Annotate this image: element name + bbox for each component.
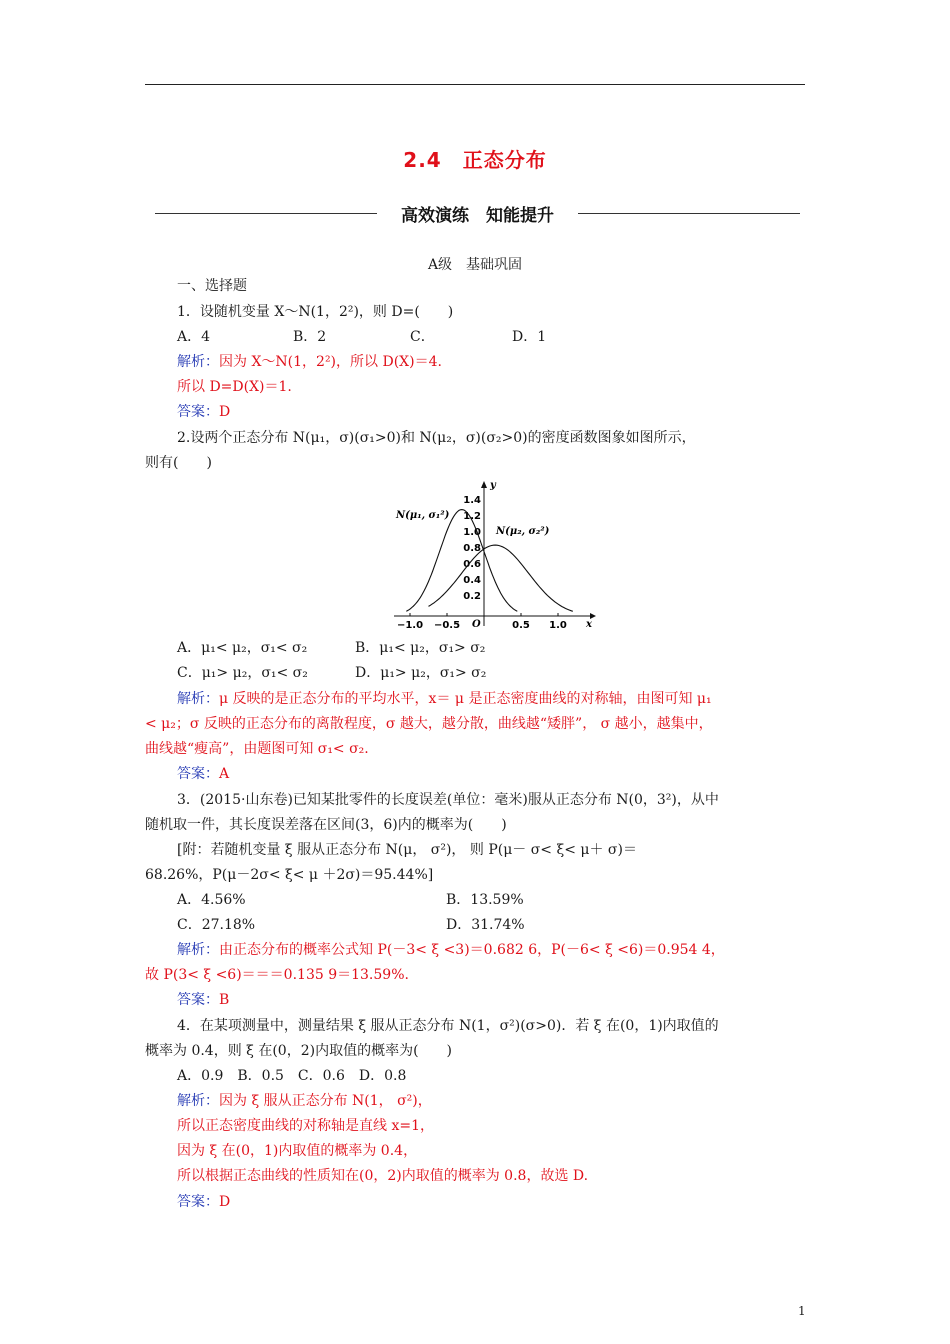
q3-option-a: A．4.56% [177, 892, 246, 908]
q2-solution-line-2: < μ₂；σ 反映的正态分布的离散程度，σ 越大，越分散，曲线越“矮胖”， σ 越小，越集中， [145, 716, 713, 732]
q2-option-c: C．μ₁> μ₂，σ₁< σ₂ [177, 665, 308, 681]
origin-label: O [472, 619, 481, 630]
q2-answer: 答案：A [177, 766, 230, 782]
q2-stem-line-1: 2.设两个正态分布 N(μ₁，σ)(σ₁>0)和 N(μ₂，σ)(σ₂>0)的密度函数图象如图所示， [177, 430, 696, 446]
curve-2 [429, 545, 573, 611]
curve-1 [406, 510, 517, 612]
page-title: 2.4 正态分布 [403, 148, 547, 172]
q4-solution-line-3: 因为 ξ 在(0，1)内取值的概率为 0.4， [177, 1143, 418, 1159]
x-tick-label: −1.0 [396, 620, 424, 630]
section-rule-right [578, 213, 800, 214]
y-tick-label: 0.6 [463, 559, 481, 570]
q1-solution-line-1: 解析：因为 X～N(1，2²)，所以 D(X)＝4. [177, 354, 442, 370]
x-tick-label: 1.0 [549, 620, 567, 630]
q2-stem-line-2: 则有( ) [145, 455, 212, 471]
section-title: 高效演练 知能提升 [401, 206, 554, 226]
q1-option-c: C． [410, 329, 435, 345]
x-tick-label: 0.5 [512, 620, 530, 630]
q3-stem-line-2: 随机取一件，其长度误差落在区间(3，6)内的概率为( ) [145, 817, 507, 833]
section-heading [155, 201, 800, 227]
q2-solution-line-1: 解析：μ 反映的是正态分布的平均水平，x＝ μ 是正态密度曲线的对称轴，由图可知 μ₁ [177, 691, 712, 707]
q3-option-d: D．31.74% [446, 917, 525, 933]
y-axis-arrow [481, 481, 487, 488]
page-number: 1 [798, 1304, 806, 1318]
q4-stem-line-1: 4．在某项测量中，测量结果 ξ 服从正态分布 N(1，σ²)(σ>0)．若 ξ 在(0，1)内取值的 [177, 1018, 719, 1034]
q4-solution-line-2: 所以正态密度曲线的对称轴是直线 x=1， [177, 1118, 434, 1134]
q2-option-b: B．μ₁< μ₂，σ₁> σ₂ [355, 640, 486, 656]
q3-stem-line-3: [附：若随机变量 ξ 服从正态分布 N(μ， σ²)， 则 P(μ－ σ< ξ< μ＋ σ)＝ [177, 842, 637, 858]
y-tick-label: 1.0 [463, 527, 481, 538]
curve-1-label: N(μ₁, σ₁²) [396, 510, 450, 521]
q3-answer: 答案：B [177, 992, 230, 1008]
section-rule-left [155, 213, 377, 214]
q1-stem: 1．设随机变量 X～N(1，2²)，则 D=( ) [177, 304, 454, 320]
q4-solution-line-4: 所以根据正态曲线的性质知在(0，2)内取值的概率为 0.8，故选 D. [177, 1168, 589, 1184]
y-axis-label: y [490, 480, 496, 491]
q2-solution-line-3: 曲线越“瘦高”，由题图可知 σ₁< σ₂. [145, 741, 369, 757]
q2-option-d: D．μ₁> μ₂，σ₁> σ₂ [355, 665, 487, 681]
y-tick-label: 0.4 [463, 575, 481, 586]
q1-option-d: D．1 [512, 329, 547, 345]
level-heading: A级 基础巩固 [427, 257, 523, 273]
y-tick-label: 1.4 [463, 495, 481, 506]
y-tick-label: 0.8 [463, 543, 481, 554]
curve-2-label: N(μ₂, σ₂²) [496, 526, 550, 537]
normal-curves-plot [390, 478, 600, 630]
part-heading: 一、选择题 [177, 278, 247, 294]
x-tick-label: −0.5 [433, 620, 461, 630]
q3-option-b: B．13.59% [446, 892, 524, 908]
q1-option-b: B．2 [293, 329, 327, 345]
density-figure [390, 478, 600, 634]
header-rule [145, 84, 805, 85]
q1-option-a: A．4 [177, 329, 211, 345]
q3-option-c: C．27.18% [177, 917, 256, 933]
q3-solution-line-2: 故 P(3< ξ <6)＝＝＝0.135 9＝13.59%. [145, 967, 409, 983]
q3-stem-line-4: 68.26%，P(μ－2σ< ξ< μ ＋2σ)＝95.44%] [145, 867, 434, 883]
q2-option-a: A．μ₁< μ₂，σ₁< σ₂ [177, 640, 308, 656]
y-tick-label: 0.2 [463, 591, 481, 602]
q4-answer: 答案：D [177, 1194, 231, 1210]
x-axis-label: x [586, 619, 592, 630]
q1-answer: 答案：D [177, 404, 231, 420]
q4-stem-line-2: 概率为 0.4，则 ξ 在(0，2)内取值的概率为( ) [145, 1043, 452, 1059]
y-tick-label: 1.2 [463, 511, 481, 522]
q4-solution-line-1: 解析：因为 ξ 服从正态分布 N(1， σ²)， [177, 1093, 432, 1109]
q4-options: A．0.9 B．0.5 C．0.6 D．0.8 [177, 1068, 407, 1084]
q1-solution-line-2: 所以 D=D(X)＝1. [177, 379, 292, 395]
q3-solution-line-1: 解析：由正态分布的概率公式知 P(－3< ξ <3)＝0.682 6，P(－6< ξ <6)＝0.954 4， [177, 942, 725, 958]
q3-stem-line-1: 3．(2015·山东卷)已知某批零件的长度误差(单位：毫米)服从正态分布 N(0，3²)，从中 [177, 792, 719, 808]
